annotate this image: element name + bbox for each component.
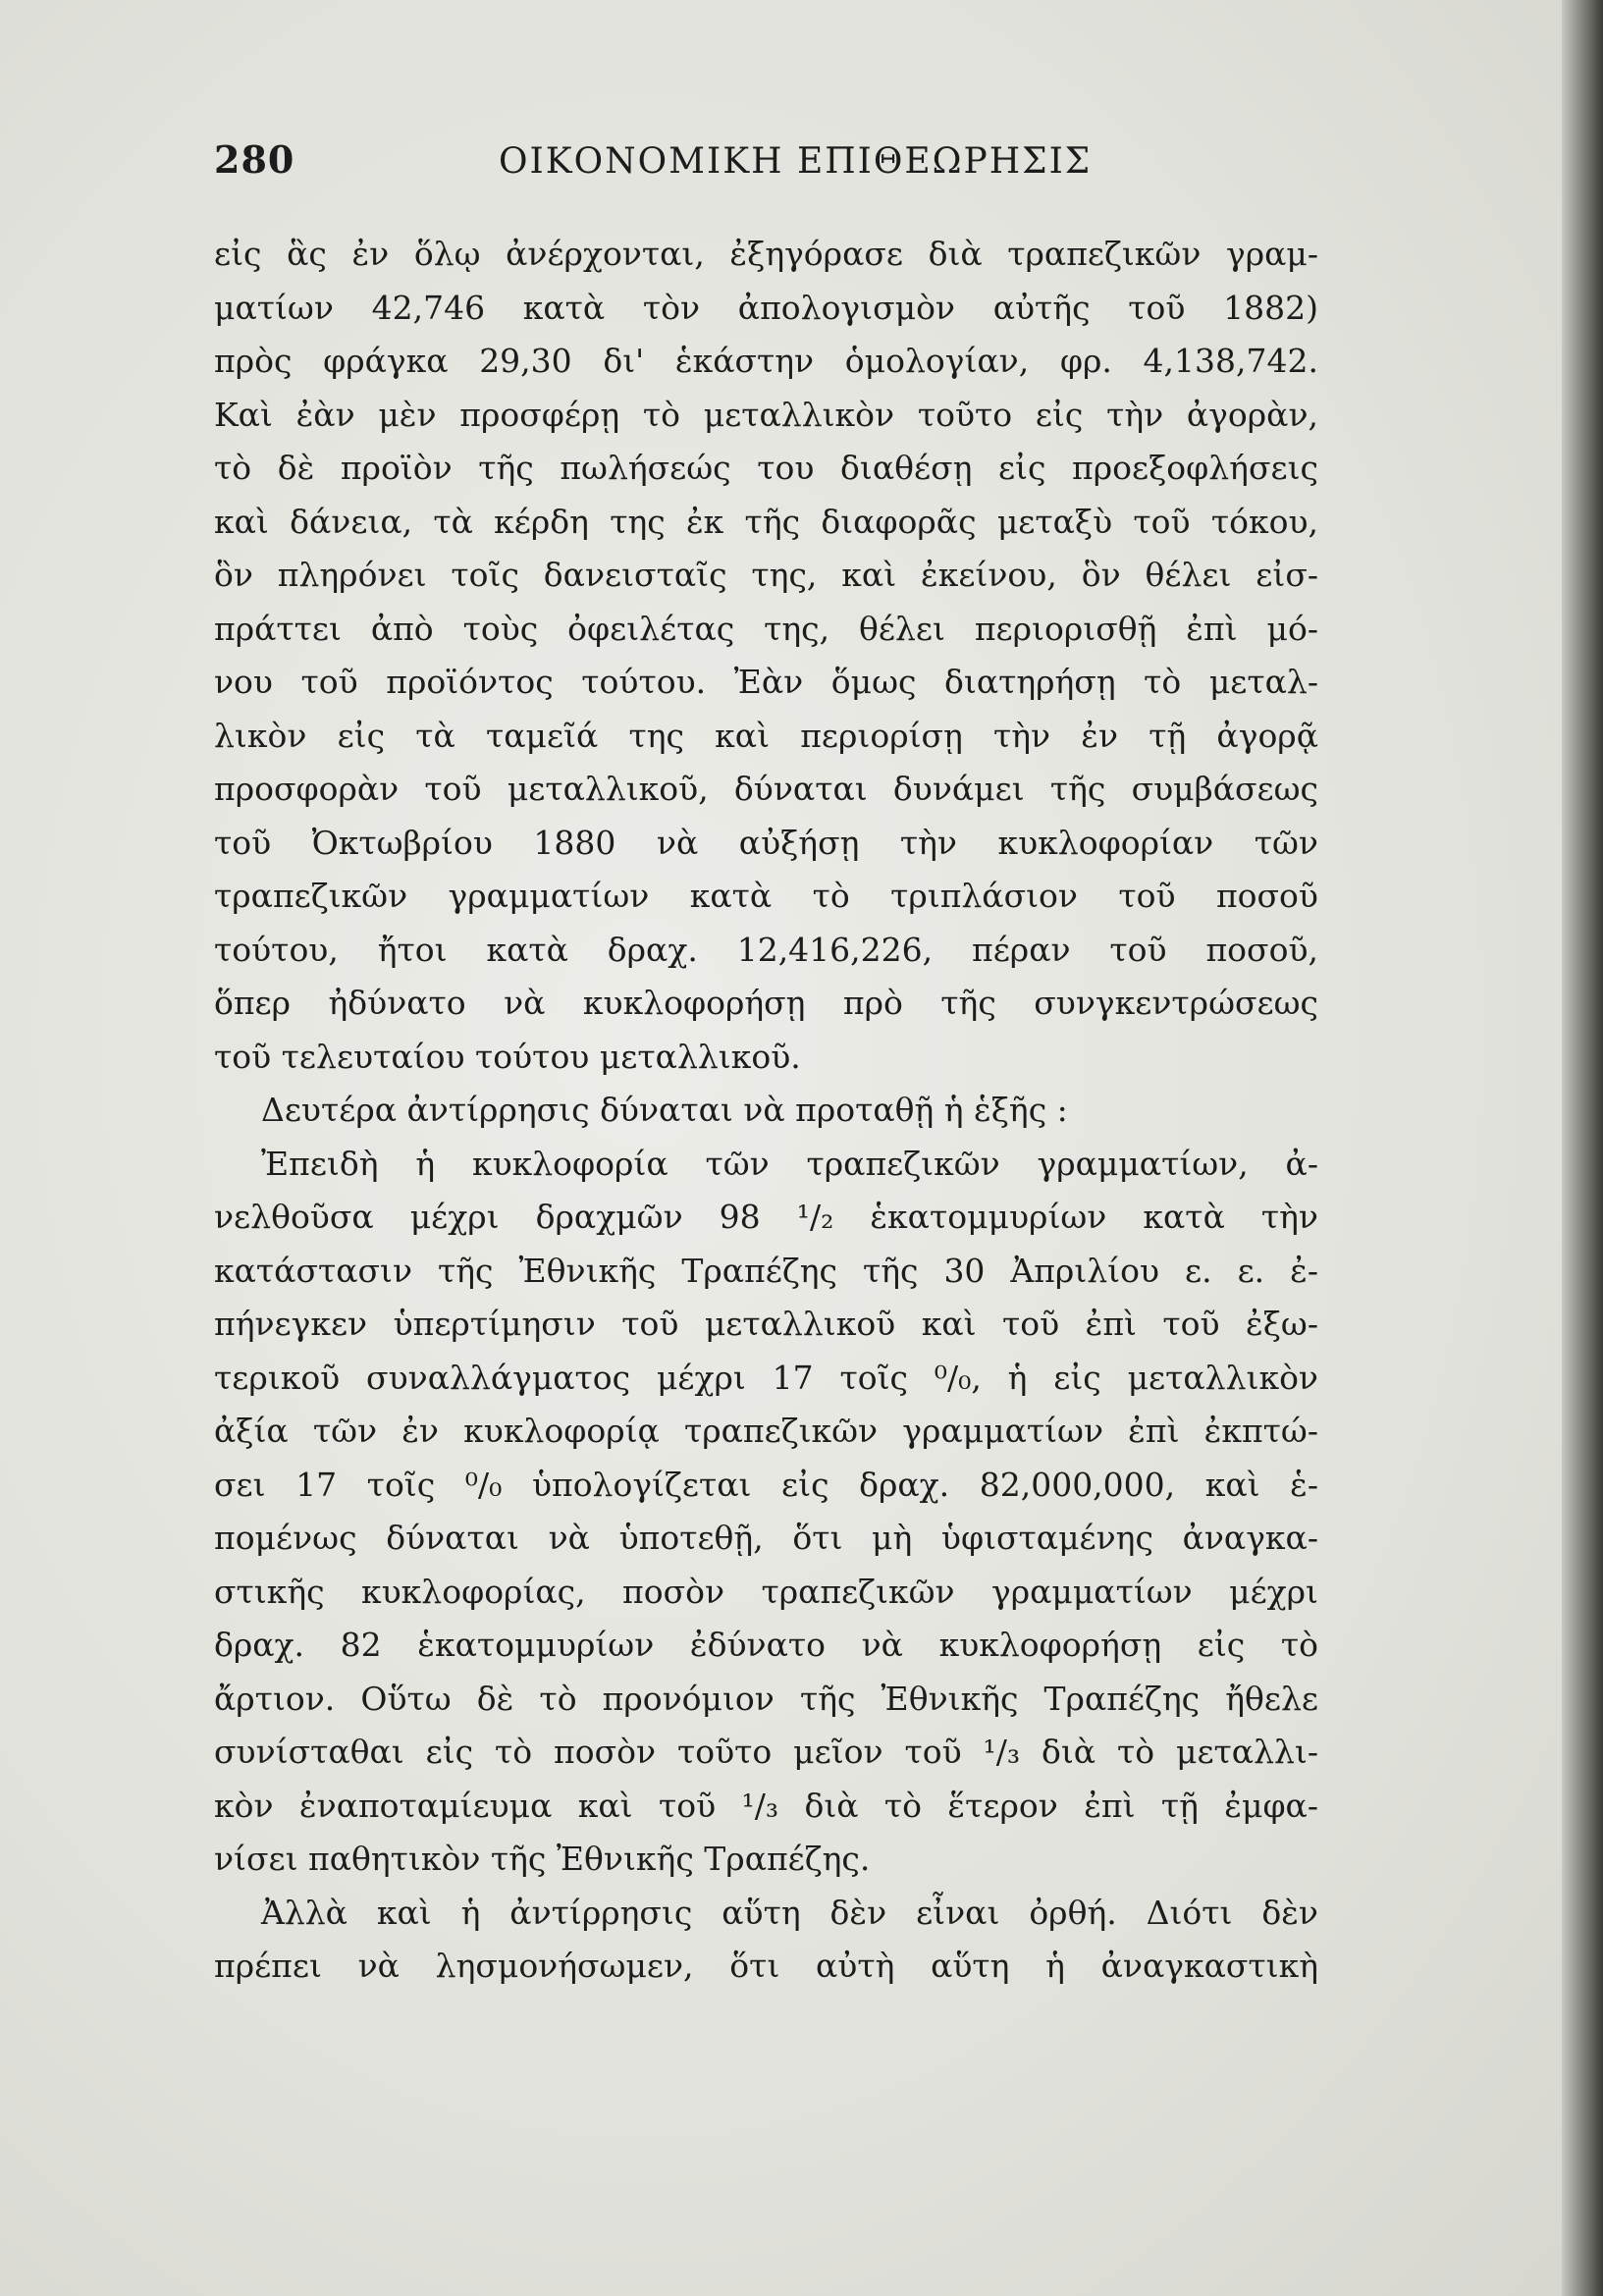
text-line: νίσει παθητικὸν τῆς Ἐθνικῆς Τραπέζης. bbox=[214, 1840, 871, 1878]
text-line: πρέπει νὰ λησμονήσωμεν, ὅτι αὐτὴ αὕτη ἡ ἀναγκαστικὴ bbox=[214, 1947, 1318, 1985]
text-line: Δευτέρα ἀντίρρησις δύναται νὰ προταθῇ ἡ ἑξῆς : bbox=[261, 1091, 1068, 1129]
text-line: ματίων 42,746 κατὰ τὸν ἀπολογισμὸν αὐτῆς τοῦ 1882) bbox=[214, 288, 1318, 327]
text-line: πήνεγκεν ὑπερτίμησιν τοῦ μεταλλικοῦ καὶ τοῦ ἐπὶ τοῦ ἐξω- bbox=[214, 1305, 1318, 1343]
running-head bbox=[214, 137, 1343, 196]
text-line: τοῦ Ὀκτωβρίου 1880 νὰ αὐξήσῃ τὴν κυκλοφορίαν τῶν bbox=[214, 823, 1318, 862]
text-line: εἰς ἃς ἐν ὅλῳ ἀνέρχονται, ἐξηγόρασε διὰ τραπεζικῶν γραμ- bbox=[214, 235, 1318, 273]
text-line: Ἀλλὰ καὶ ἡ ἀντίρρησις αὕτη δὲν εἶναι ὀρθή. Διότι δὲν bbox=[261, 1893, 1318, 1932]
book-spine-edge bbox=[1562, 0, 1603, 2296]
text-line: δραχ. 82 ἑκατομμυρίων ἐδύνατο νὰ κυκλοφορήσῃ εἰς τὸ bbox=[214, 1626, 1318, 1664]
text-line: πομένως δύναται νὰ ὑποτεθῇ, ὅτι μὴ ὑφισταμένης ἀναγκα- bbox=[214, 1519, 1318, 1557]
text-line: τραπεζικῶν γραμματίων κατὰ τὸ τριπλάσιον τοῦ ποσοῦ bbox=[214, 877, 1318, 915]
text-line: τὸ δὲ προϊὸν τῆς πωλήσεώς του διαθέσῃ εἰς προεξοφλήσεις bbox=[214, 449, 1318, 487]
journal-title: ΟΙΚΟΝΟΜΙΚΗ ΕΠΙΘΕΩΡΗΣΙΣ bbox=[499, 141, 1093, 182]
text-line: ὃν πληρόνει τοῖς δανεισταῖς της, καὶ ἐκείνου, ὃν θέλει εἰσ- bbox=[214, 556, 1318, 594]
text-line: σει 17 τοῖς ⁰/₀ ὑπολογίζεται εἰς δραχ. 82,000,000, καὶ ἑ- bbox=[214, 1465, 1318, 1504]
text-line: λικὸν εἰς τὰ ταμεῖά της καὶ περιορίσῃ τὴν ἐν τῇ ἀγορᾷ bbox=[214, 716, 1318, 755]
text-line: κὸν ἐναποταμίευμα καὶ τοῦ ¹/₃ διὰ τὸ ἕτερον ἐπὶ τῇ ἐμφα- bbox=[214, 1786, 1318, 1825]
text-line: Καὶ ἐὰν μὲν προσφέρῃ τὸ μεταλλικὸν τοῦτο εἰς τὴν ἀγορὰν, bbox=[214, 395, 1318, 434]
text-line: ἄρτιον. Οὕτω δὲ τὸ προνόμιον τῆς Ἐθνικῆς Τραπέζης ἤθελε bbox=[214, 1679, 1318, 1718]
body-text bbox=[214, 228, 1318, 1994]
text-line: ὅπερ ἠδύνατο νὰ κυκλοφορήσῃ πρὸ τῆς συνγκεντρώσεως bbox=[214, 984, 1318, 1022]
text-line: κατάστασιν τῆς Ἐθνικῆς Τραπέζης τῆς 30 Ἀπριλίου ε. ε. ἐ- bbox=[214, 1251, 1318, 1290]
text-line: τούτου, ἤτοι κατὰ δραχ. 12,416,226, πέραν τοῦ ποσοῦ, bbox=[214, 930, 1318, 969]
text-line: νελθοῦσα μέχρι δραχμῶν 98 ¹/₂ ἑκατομμυρίων κατὰ τὴν bbox=[214, 1198, 1318, 1236]
text-line: καὶ δάνεια, τὰ κέρδη της ἐκ τῆς διαφορᾶς μεταξὺ τοῦ τόκου, bbox=[214, 502, 1318, 541]
text-line: συνίσταθαι εἰς τὸ ποσὸν τοῦτο μεῖον τοῦ ¹/₃ διὰ τὸ μεταλλι- bbox=[214, 1733, 1318, 1771]
text-line: τερικοῦ συναλλάγματος μέχρι 17 τοῖς ⁰/₀, ἡ εἰς μεταλλικὸν bbox=[214, 1358, 1318, 1397]
text-line: προσφορὰν τοῦ μεταλλικοῦ, δύναται δυνάμει τῆς συμβάσεως bbox=[214, 770, 1318, 808]
text-line: πρὸς φράγκα 29,30 δι' ἑκάστην ὁμολογίαν, φρ. 4,138,742. bbox=[214, 342, 1318, 380]
text-line: νου τοῦ προϊόντος τούτου. Ἐὰν ὅμως διατηρήσῃ τὸ μεταλ- bbox=[214, 663, 1318, 701]
text-line: Ἐπειδὴ ἡ κυκλοφορία τῶν τραπεζικῶν γραμματίων, ἀ- bbox=[261, 1144, 1318, 1183]
page-number: 280 bbox=[214, 137, 295, 182]
text-line: στικῆς κυκλοφορίας, ποσὸν τραπεζικῶν γραμματίων μέχρι bbox=[214, 1572, 1318, 1611]
text-line: ἀξία τῶν ἐν κυκλοφορίᾳ τραπεζικῶν γραμματίων ἐπὶ ἐκπτώ- bbox=[214, 1412, 1318, 1450]
text-line: τοῦ τελευταίου τούτου μεταλλικοῦ. bbox=[214, 1037, 801, 1076]
text-line: πράττει ἀπὸ τοὺς ὀφειλέτας της, θέλει περιορισθῇ ἐπὶ μό- bbox=[214, 609, 1318, 648]
